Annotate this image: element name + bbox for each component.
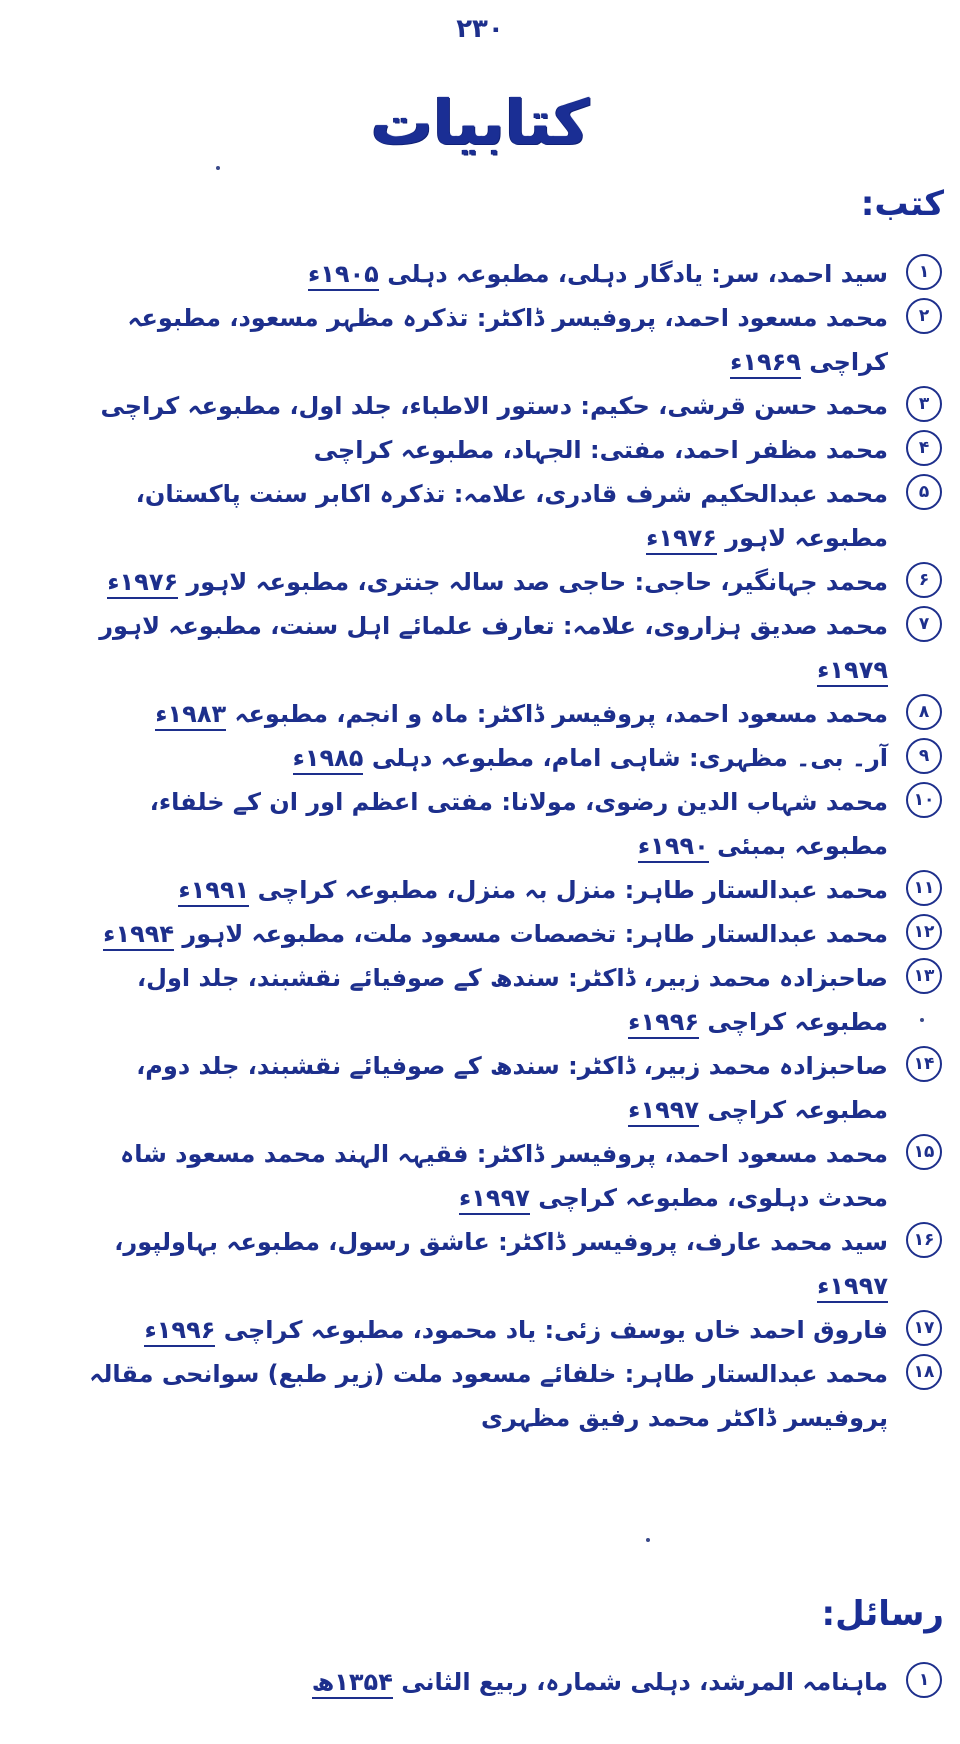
citation-year: ۱۹۰۵ء [308,260,379,291]
books-entry [0,1132,960,1220]
entry-text [155,692,888,736]
books-entry [0,780,960,868]
entry-number-badge: ۸ [906,694,942,730]
entry-text [293,736,888,780]
citation-text: محمد مسعود احمد، پروفیسر ڈاکٹر: تذکرہ مظہر مسعود، مطبوعہ کراچی [127,304,888,376]
books-entry [0,252,960,296]
entry-number-badge: ۱۱ [906,870,942,906]
citation-year: ۱۹۷۶ء [107,568,178,599]
citation-text: ماہنامہ المرشد، دہلی شمارہ، ربیع الثانی [401,1668,888,1696]
entry-number-badge: ۴ [906,430,942,466]
citation-year: ۱۹۷۶ء [646,524,717,555]
entry-number-badge: ۱۴ [906,1046,942,1082]
books-entry [0,1044,960,1132]
entry-number-badge: ۵ [906,474,942,510]
entry-text [314,428,888,472]
citation-text: سید محمد عارف، پروفیسر ڈاکٹر: عاشق رسول، مطبوعہ بہاولپور، [114,1228,888,1256]
books-entry [0,1352,960,1440]
citation-year: ۱۹۶۹ء [730,348,801,379]
entry-number-badge: ۲ [906,298,942,334]
entry-number-badge: ۱۷ [906,1310,942,1346]
citation-text: محمد عبدالستار طاہر: منزل بہ منزل، مطبوعہ کراچی [257,876,888,904]
entry-text [178,868,888,912]
entry-number-badge: ۱۲ [906,914,942,950]
entry-text [48,1352,888,1440]
citation-year: ۱۹۸۳ء [155,700,226,731]
citation-text: صاحبزادہ محمد زبیر، ڈاکٹر: سندھ کے صوفیائے نقشبند، جلد دوم، مطبوعہ کراچی [136,1052,888,1124]
entry-number-badge: ۹ [906,738,942,774]
books-entry [0,560,960,604]
entry-number-badge: ۷ [906,606,942,642]
citation-text: محمد صدیق ہزاروی، علامہ: تعارف علمائے اہل سنت، مطبوعہ لاہور [99,612,888,640]
entry-number-badge: ۱ [906,1662,942,1698]
speck [646,1538,650,1542]
citation-text: محمد جہانگیر، حاجی: حاجی صد سالہ جنتری، مطبوعہ لاہور [186,568,888,596]
speck [216,166,220,170]
books-entry [0,604,960,692]
entry-text [312,1660,888,1704]
citation-text: آر۔ بی۔ مظہری: شاہی امام، مطبوعہ دہلی [371,744,888,772]
entry-text [103,912,888,956]
books-list [0,252,960,1440]
entry-text [48,296,888,384]
journals-entry [0,1660,960,1704]
entry-number-badge: ۱۰ [906,782,942,818]
entry-number-badge: ۱۳ [906,958,942,994]
citation-text: فاروق احمد خاں یوسف زئی: یاد محمود، مطبوعہ کراچی [223,1316,888,1344]
speck [920,1018,924,1022]
entry-text [48,604,888,692]
citation-year: ۱۹۹۱ء [178,876,249,907]
books-entry [0,1220,960,1308]
entry-text [48,472,888,560]
entry-text [101,384,889,428]
books-entry [0,1308,960,1352]
page-title: کتابیات [370,86,590,159]
books-heading: کتب: [860,184,944,224]
books-entry [0,428,960,472]
citation-year: ۱۹۸۵ء [293,744,364,775]
entry-text [48,780,888,868]
citation-year: ۱۹۷۹ء [817,656,888,687]
entry-number-badge: ۳ [906,386,942,422]
citation-year: ۱۹۹۷ء [459,1184,530,1215]
citation-text: محمد مسعود احمد، پروفیسر ڈاکٹر: فقیہہ الہند محمد مسعود شاہ محدث دہلوی، مطبوعہ کراچی [120,1140,888,1212]
citation-year: ۱۹۹۷ء [628,1096,699,1127]
books-entry [0,736,960,780]
entry-number-badge: ۱۵ [906,1134,942,1170]
citation-text: سید احمد، سر: یادگار دہلی، مطبوعہ دہلی [387,260,888,288]
books-entry [0,296,960,384]
citation-year: ۱۳۵۴ھ [312,1668,393,1699]
entry-number-badge: ۱ [906,254,942,290]
entry-text [48,1132,888,1220]
entry-text [107,560,888,604]
books-entry [0,692,960,736]
journals-list [0,1660,960,1704]
entry-number-badge: ۶ [906,562,942,598]
citation-text: محمد عبدالستار طاہر: خلفائے مسعود ملت (زیر طبع) سوانحی مقالہ پروفیسر ڈاکٹر محمد رفیق مظہری [89,1360,888,1432]
citation-text: محمد عبدالحکیم شرف قادری، علامہ: تذکرہ اکابر سنت پاکستان، مطبوعہ لاہور [135,480,888,552]
citation-text: محمد شہاب الدین رضوی، مولانا: مفتی اعظم اور ان کے خلفاء، مطبوعہ بمبئی [149,788,888,860]
citation-text: محمد عبدالستار طاہر: تخصصات مسعود ملت، مطبوعہ لاہور [182,920,888,948]
books-entry [0,472,960,560]
citation-year: ۱۹۹۷ء [817,1272,888,1303]
citation-year: ۱۹۹۶ء [628,1008,699,1039]
books-entry [0,384,960,428]
entry-text [48,1044,888,1132]
citation-text: صاحبزادہ محمد زبیر، ڈاکٹر: سندھ کے صوفیائے نقشبند، جلد اول، مطبوعہ کراچی [137,964,888,1036]
books-entry [0,868,960,912]
citation-year: ۱۹۹۰ء [638,832,709,863]
journals-heading: رسائل: [821,1594,944,1634]
entry-text [144,1308,888,1352]
citation-year: ۱۹۹۴ء [103,920,174,951]
entry-number-badge: ۱۸ [906,1354,942,1390]
citation-text: محمد مسعود احمد، پروفیسر ڈاکٹر: ماہ و انجم، مطبوعہ [234,700,888,728]
citation-text: محمد مظفر احمد، مفتی: الجہاد، مطبوعہ کراچی [313,436,888,464]
citation-year: ۱۹۹۶ء [144,1316,215,1347]
entry-number-badge: ۱۶ [906,1222,942,1258]
citation-text: محمد حسن قرشی، حکیم: دستور الاطباء، جلد اول، مطبوعہ کراچی [100,392,888,420]
entry-text [48,956,888,1044]
entry-text [308,252,888,296]
books-entry [0,912,960,956]
books-entry [0,956,960,1044]
page-number: ۲۳۰ [456,14,504,44]
entry-text [48,1220,888,1308]
